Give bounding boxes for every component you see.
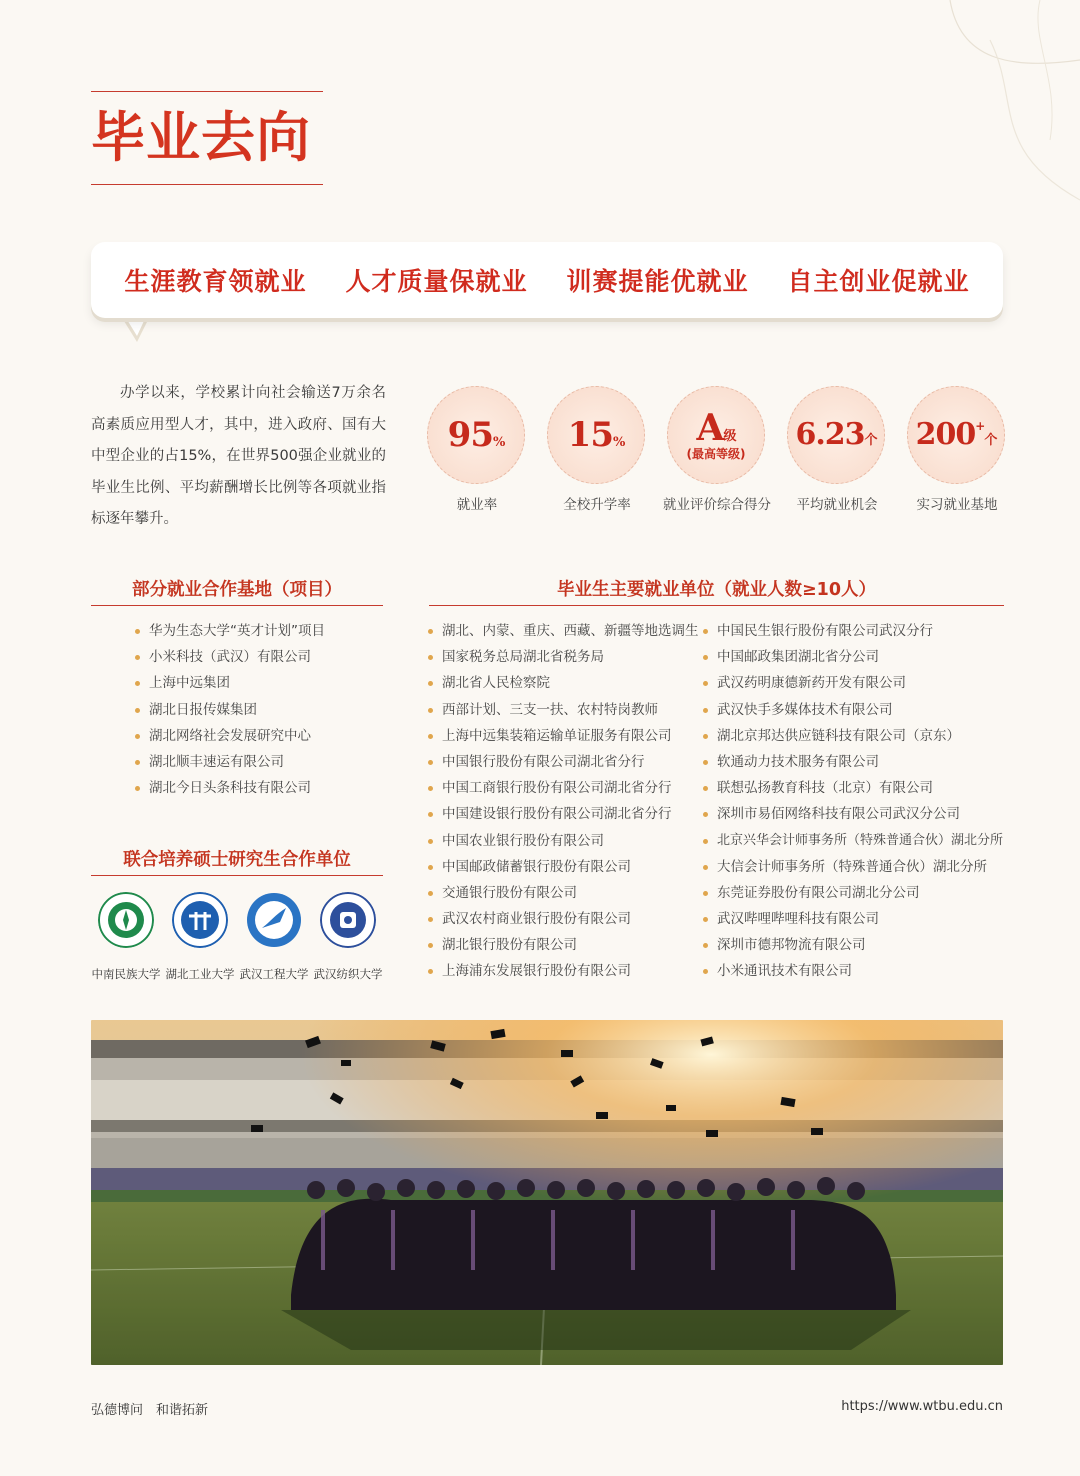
stat-circle xyxy=(907,386,1005,484)
stat-unit: 个 xyxy=(984,433,997,448)
stat-label: 实习就业基地 xyxy=(916,497,998,513)
list-item: 武汉药明康德新药开发有限公司 xyxy=(703,670,1003,696)
list-item: 中国邮政储蓄银行股份有限公司 xyxy=(428,854,699,880)
stat-circle xyxy=(787,386,885,484)
university-item xyxy=(310,892,386,984)
list-item: 湖北、内蒙、重庆、西藏、新疆等地选调生 xyxy=(428,618,699,644)
list-item: 湖北顺丰速运有限公司 xyxy=(135,749,325,775)
stat-unit: % xyxy=(612,435,625,450)
stats-row xyxy=(427,386,1007,516)
stat-employment-rate xyxy=(427,386,527,516)
list-item: 大信会计师事务所（特殊普通合伙）湖北分所 xyxy=(703,854,1003,880)
stat-job-opportunities xyxy=(787,386,887,516)
stat-value: A xyxy=(696,407,724,449)
stat-unit: % xyxy=(492,435,505,450)
university-name: 武汉工程大学 xyxy=(239,967,309,981)
slogan-item: 自主创业促就业 xyxy=(787,267,970,296)
university-name: 中南民族大学 xyxy=(91,967,161,981)
wuhan-engineering-university-logo xyxy=(246,892,302,948)
employers-list-left xyxy=(428,618,699,985)
list-item: 湖北省人民检察院 xyxy=(428,670,699,696)
stat-value: 15 xyxy=(567,415,613,455)
stat-circle xyxy=(547,386,645,484)
minzu-university-logo xyxy=(98,892,154,948)
list-item: 中国农业银行股份有限公司 xyxy=(428,828,699,854)
footer-motto: 弘德博问 和谐拓新 xyxy=(91,1403,209,1418)
stat-value: 95 xyxy=(447,415,493,455)
list-item: 深圳市易佰网络科技有限公司武汉分公司 xyxy=(703,801,1003,827)
partners-list xyxy=(135,618,325,801)
list-item: 武汉哔哩哔哩科技有限公司 xyxy=(703,906,1003,932)
list-item: 湖北京邦达供应链科技有限公司（京东） xyxy=(703,723,1003,749)
list-item: 西部计划、三支一扶、农村特岗教师 xyxy=(428,697,699,723)
list-item: 湖北日报传媒集团 xyxy=(135,697,325,723)
list-item: 上海浦东发展银行股份有限公司 xyxy=(428,958,699,984)
list-item: 中国民生银行股份有限公司武汉分行 xyxy=(703,618,1003,644)
list-item: 小米通讯技术有限公司 xyxy=(703,958,1003,984)
university-logos xyxy=(88,892,388,984)
list-item: 中国工商银行股份有限公司湖北省分行 xyxy=(428,775,699,801)
employers-heading: 毕业生主要就业单位（就业人数≥10人） xyxy=(429,576,1004,606)
university-item xyxy=(88,892,164,984)
list-item: 上海中远集团 xyxy=(135,670,325,696)
stat-unit: 个 xyxy=(864,433,877,448)
list-item: 湖北网络社会发展研究中心 xyxy=(135,723,325,749)
stat-note: (最高等级) xyxy=(686,447,746,461)
list-item: 联想弘扬教育科技（北京）有限公司 xyxy=(703,775,1003,801)
university-name: 湖北工业大学 xyxy=(165,967,235,981)
slogan-item: 训赛提能优就业 xyxy=(566,267,749,296)
graduation-photo xyxy=(91,1020,1003,1365)
slogan-row xyxy=(91,242,1003,318)
page-title: 毕业去向 xyxy=(91,106,311,169)
intro-paragraph: 办学以来，学校累计向社会输送7万余名高素质应用型人才，其中，进入政府、国有大中型企业的占15%，在世界500强企业就业的毕业生比例、平均薪酬增长比例等各项就业指标逐年攀升。 xyxy=(91,385,386,528)
partners-heading: 部分就业合作基地（项目） xyxy=(91,576,383,606)
hubei-tech-university-logo xyxy=(172,892,228,948)
wuhan-textile-university-logo xyxy=(320,892,376,948)
stat-circle xyxy=(667,386,765,484)
list-item: 东莞证券股份有限公司湖北分公司 xyxy=(703,880,1003,906)
list-item: 软通动力技术服务有限公司 xyxy=(703,749,1003,775)
corner-decoration xyxy=(840,0,1080,240)
stat-value: 6.23 xyxy=(795,417,865,452)
stat-label: 就业评价综合得分 xyxy=(663,497,771,513)
university-item xyxy=(162,892,238,984)
slogan-item: 生涯教育领就业 xyxy=(124,267,307,296)
university-name: 武汉纺织大学 xyxy=(313,967,383,981)
stat-label: 全校升学率 xyxy=(563,497,631,513)
list-item: 小米科技（武汉）有限公司 xyxy=(135,644,325,670)
list-item: 深圳市德邦物流有限公司 xyxy=(703,932,1003,958)
list-item: 湖北银行股份有限公司 xyxy=(428,932,699,958)
footer-url[interactable]: https://www.wtbu.edu.cn xyxy=(841,1399,1003,1414)
list-item: 武汉快手多媒体技术有限公司 xyxy=(703,697,1003,723)
list-item: 武汉农村商业银行股份有限公司 xyxy=(428,906,699,932)
list-item: 北京兴华会计师事务所（特殊普通合伙）湖北分所 xyxy=(703,828,1003,854)
stat-internship-bases xyxy=(907,386,1007,516)
stat-label: 就业率 xyxy=(456,497,498,513)
stat-label: 平均就业机会 xyxy=(796,497,878,513)
university-item xyxy=(236,892,312,984)
list-item: 中国银行股份有限公司湖北省分行 xyxy=(428,749,699,775)
list-item: 上海中远集装箱运输单证服务有限公司 xyxy=(428,723,699,749)
list-item: 中国建设银行股份有限公司湖北省分行 xyxy=(428,801,699,827)
stat-further-study-rate xyxy=(547,386,647,516)
stat-circle xyxy=(427,386,525,484)
page-title-frame xyxy=(91,91,323,185)
stat-sup: + xyxy=(975,419,985,433)
masters-heading: 联合培养硕士研究生合作单位 xyxy=(91,846,383,876)
employers-list-right xyxy=(703,618,1003,985)
slogan-banner xyxy=(91,242,1003,318)
list-item: 中国邮政集团湖北省分公司 xyxy=(703,644,1003,670)
slogan-item: 人才质量保就业 xyxy=(345,267,528,296)
list-item: 华为生态大学“英才计划”项目 xyxy=(135,618,325,644)
list-item: 交通银行股份有限公司 xyxy=(428,880,699,906)
stat-value: 200 xyxy=(915,417,976,452)
list-item: 国家税务总局湖北省税务局 xyxy=(428,644,699,670)
stat-unit: 级 xyxy=(723,429,736,444)
stat-evaluation-grade xyxy=(663,386,771,516)
list-item: 湖北今日头条科技有限公司 xyxy=(135,775,325,801)
